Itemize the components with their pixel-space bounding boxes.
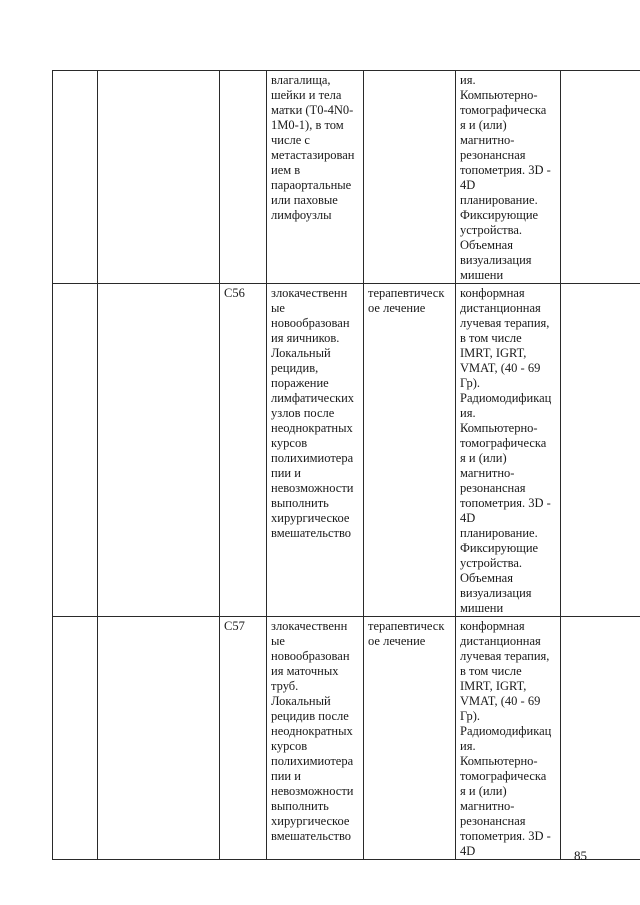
- empty-cell: [561, 617, 640, 860]
- diagnosis-text: влагалища, шейки и тела матки (T0-4N0- 1M0-1), в том числе с метастазирован ием в параортальные или паховые лимфоузлы: [271, 73, 355, 222]
- table-row: [53, 284, 640, 617]
- method-text: ия. Компьютерно- томографическа я и (или) магнитно- резонансная топометрия. 3D - 4D планирование. Фиксирующие устройства. Объемная визуализация мишени: [460, 73, 551, 282]
- method-cell: [456, 617, 561, 860]
- empty-cell: [98, 617, 220, 860]
- diagnosis-cell: [267, 284, 364, 617]
- empty-cell: [53, 284, 98, 617]
- empty-cell: [98, 71, 220, 284]
- treatment-cell: [364, 284, 456, 617]
- code-cell: [220, 617, 267, 860]
- empty-cell: [53, 617, 98, 860]
- diagnosis-cell: [267, 71, 364, 284]
- treatment-text: терапевтическ ое лечение: [368, 619, 445, 648]
- method-text: конформная дистанционная лучевая терапия, в том числе IMRT, IGRT, VMAT, (40 - 69 Гр). Радиомодификац ия. Компьютерно- томографическа я и (или) магнитно- резонансная топометрия. 3D - 4D планирование. Фиксирующие устройства. Объемная визуализация мишени: [460, 286, 552, 615]
- code-cell: [220, 71, 267, 284]
- method-text: конформная дистанционная лучевая терапия, в том числе IMRT, IGRT, VMAT, (40 - 69 Гр). Радиомодификац ия. Компьютерно- томографическа я и (или) магнитно- резонансная топометрия. 3D - 4D: [460, 619, 552, 858]
- table-row: [53, 71, 640, 284]
- empty-cell: [561, 284, 640, 617]
- empty-cell: [98, 284, 220, 617]
- code-text: C56: [224, 286, 245, 300]
- diagnosis-text: злокачественн ые новообразован ия яичников. Локальный рецидив, поражение лимфатических узлов после неоднократных курсов полихимиотера пии и невозможности выполнить хирургическое вмешательство: [271, 286, 355, 540]
- method-cell: [456, 284, 561, 617]
- empty-cell: [53, 71, 98, 284]
- method-cell: [456, 71, 561, 284]
- table-row: [53, 617, 640, 860]
- treatment-cell: [364, 71, 456, 284]
- diagnosis-cell: [267, 617, 364, 860]
- code-cell: [220, 284, 267, 617]
- diagnosis-text: злокачественн ые новообразован ия маточных труб. Локальный рецидив после неоднократных курсов полихимиотера пии и невозможности выполнить хирургическое вмешательство: [271, 619, 354, 843]
- empty-cell: [561, 71, 640, 284]
- treatment-cell: [364, 617, 456, 860]
- code-text: C57: [224, 619, 245, 633]
- page-number: 85: [574, 848, 587, 863]
- treatment-text: терапевтическ ое лечение: [368, 286, 445, 315]
- treatment-table: [52, 70, 640, 860]
